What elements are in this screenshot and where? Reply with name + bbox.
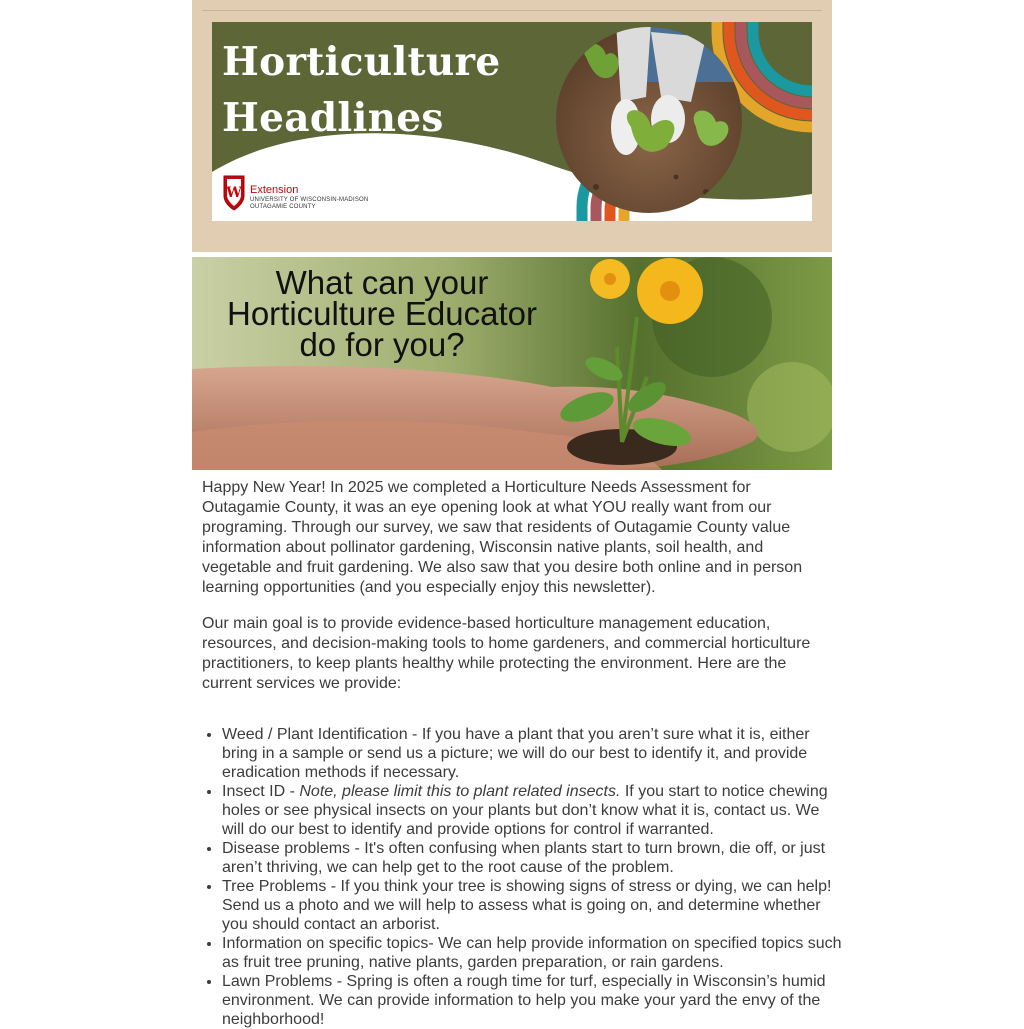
intro-paragraph-2: Our main goal is to provide evidence-based horticulture management education, resources, and decision-making tools to home gardeners, and commercial horticulture practitioners, to keep plants healthy while protecting the environment. Here are the current services we provide: bbox=[202, 615, 811, 692]
service-lawn: • Lawn Problems - Spring is often a rough time for turf, especially in Wisconsin’s humid environment. We can provide information to help you make your yard the envy of the neighborhood! bbox=[222, 972, 844, 1029]
uw-extension-logo bbox=[222, 172, 382, 214]
logo-university: UNIVERSITY OF WISCONSIN-MADISON bbox=[250, 197, 369, 203]
newsletter-banner bbox=[212, 22, 812, 221]
intro-paragraph-1: Happy New Year! In 2025 we completed a Horticulture Needs Assessment for Outagamie County, it was an eye opening look at what YOU really want from our programing. Through our survey, we saw that residents of Outagamie County value information about pollinator gardening, Wisconsin native plants, soil health, and vegetable and fruit gardening. We also saw that you desire both online and in person learning opportunities (and you especially enjoy this newsletter). bbox=[202, 479, 803, 596]
services-list bbox=[202, 725, 844, 1029]
gardening-photo bbox=[556, 27, 742, 213]
uw-crest-icon bbox=[222, 174, 246, 212]
hero-image bbox=[192, 257, 832, 470]
service-insect-rest: If you start to notice chewing holes or see physical insects on your plants but don’t know what it is, contact us. We will do our best to identify and provide options for control if warranted. bbox=[222, 783, 828, 838]
service-weed-id: • Weed / Plant Identification - If you have a plant that you aren’t sure what it is, either bring in a sample or send us a picture; we will do our best to identify it, and provide eradication methods if necessary. bbox=[222, 725, 844, 782]
hero-headline bbox=[202, 264, 562, 363]
hero-headline-line2: Horticulture Educator bbox=[227, 295, 537, 332]
newsletter-title-line1: Horticulture bbox=[222, 39, 501, 85]
newsletter bbox=[192, 0, 842, 1028]
service-tree: • Tree Problems - If you think your tree is showing signs of stress or dying, we can help! Send us a photo and we will help to assess what is going on, and determine whether you should contact an arborist. bbox=[222, 877, 844, 934]
service-insect-id bbox=[222, 782, 844, 839]
logo-county: OUTAGAMIE COUNTY bbox=[250, 204, 316, 210]
service-topics: • Information on specific topics- We can help provide information on specified topics such as fruit tree pruning, native plants, garden preparation, or rain gardens. bbox=[222, 934, 844, 972]
service-insect-note: Note, please limit this to plant related insects. bbox=[299, 783, 621, 800]
logo-wordmark: Extension bbox=[250, 184, 299, 196]
svg-text:W: W bbox=[226, 185, 242, 201]
header-divider bbox=[202, 10, 822, 11]
intro-text bbox=[202, 478, 824, 710]
newsletter-title-line2: Headlines bbox=[222, 95, 444, 141]
header-band bbox=[192, 0, 832, 252]
hero-headline-line3: do for you? bbox=[299, 326, 465, 363]
service-disease: • Disease problems - It's often confusing when plants start to turn brown, die off, or just aren’t thriving, we can help get to the root cause of the problem. bbox=[222, 839, 844, 877]
service-insect-lead: Insect ID - bbox=[222, 783, 300, 800]
hero-headline-line1: What can your bbox=[275, 264, 489, 301]
newsletter-title bbox=[222, 34, 501, 146]
